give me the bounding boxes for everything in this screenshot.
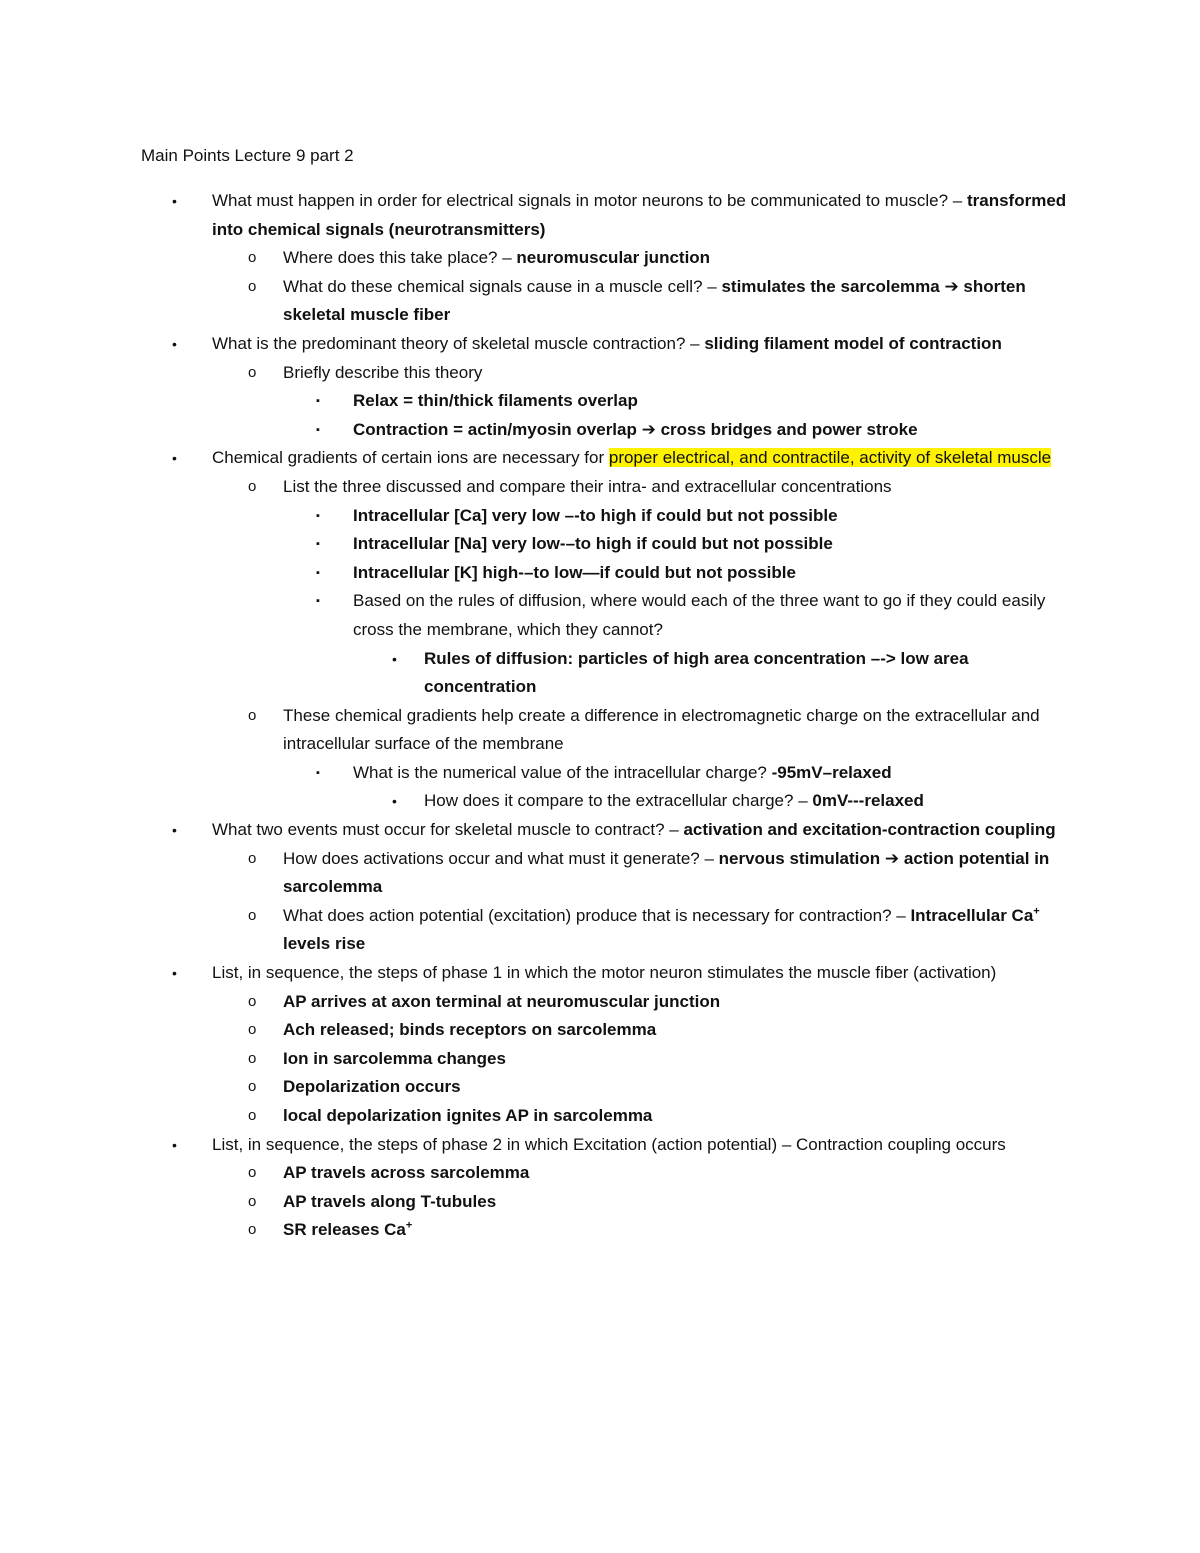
answer-text: Rules of diffusion: particles of high area concentration –-> low area concentration — [424, 648, 969, 697]
answer-text: neuromuscular junction — [516, 248, 711, 268]
answer-text: AP travels along T-tubules — [283, 1191, 497, 1211]
highlighted-text: proper electrical, and contractile, activity of skeletal muscle — [608, 448, 1052, 468]
answer-text: Ach released; binds receptors on sarcolemma — [283, 1020, 657, 1040]
answer-text: 0mV---relaxed — [812, 791, 924, 811]
list-item — [0, 1159, 1200, 1188]
circle-bullet-icon: o — [248, 1078, 257, 1096]
list-item — [0, 1216, 1200, 1245]
circle-bullet-icon: o — [248, 363, 257, 381]
square-bullet-icon: ▪ — [316, 595, 320, 608]
arrow-icon: ➔ — [944, 276, 959, 296]
question-text: What is the numerical value of the intracellular charge? — [353, 762, 772, 782]
list-item — [0, 959, 1200, 988]
bullet-icon: • — [392, 650, 397, 667]
circle-bullet-icon: o — [248, 249, 257, 267]
list-item — [0, 530, 1200, 559]
circle-bullet-icon: o — [248, 992, 257, 1010]
square-bullet-icon: ▪ — [316, 566, 320, 579]
list-item — [0, 759, 1200, 788]
bullet-icon: • — [172, 450, 177, 467]
square-bullet-icon: ▪ — [316, 766, 320, 779]
circle-bullet-icon: o — [248, 277, 257, 295]
answer-text: AP arrives at axon terminal at neuromuscular junction — [283, 991, 721, 1011]
list-item — [0, 1188, 1200, 1217]
answer-text: -95mV–relaxed — [771, 762, 892, 782]
answer-text: SR releases Ca — [283, 1220, 406, 1240]
list-item — [0, 1016, 1200, 1045]
bullet-icon: • — [392, 793, 397, 810]
square-bullet-icon: ▪ — [316, 509, 320, 522]
question-text: What two events must occur for skeletal muscle to contract? – — [212, 820, 684, 840]
circle-bullet-icon: o — [248, 1107, 257, 1124]
list-item — [0, 787, 1200, 816]
answer-text: Intracellular Ca — [910, 905, 1034, 925]
list-item — [0, 988, 1200, 1017]
circle-bullet-icon: o — [248, 477, 257, 495]
question-text: Chemical gradients of certain ions are necessary for — [212, 448, 609, 468]
question-text: List, in sequence, the steps of phase 1 in which the motor neuron stimulates the muscle fiber (activation) — [212, 963, 997, 983]
answer-text: transformed into chemical signals (neurotransmitters) — [212, 191, 1067, 239]
bullet-icon: • — [172, 822, 177, 839]
list-item — [0, 816, 1200, 845]
list-item — [0, 502, 1200, 531]
question-text: What is the predominant theory of skeletal muscle contraction? – — [212, 333, 705, 353]
answer-text: nervous stimulation — [718, 848, 881, 868]
question-text: What do these chemical signals cause in a muscle cell? – — [283, 276, 722, 296]
superscript-text: + — [1033, 905, 1040, 918]
list-item — [0, 845, 1200, 902]
list-item — [0, 244, 1200, 273]
answer-text: Relax = thin/thick filaments overlap — [353, 391, 638, 411]
answer-text: Ion in sarcolemma changes — [283, 1048, 506, 1068]
answer-text: activation and excitation-contraction coupling — [683, 820, 1056, 840]
answer-text: cross bridges and power stroke — [655, 419, 918, 439]
question-text: How does it compare to the extracellular charge? – — [424, 791, 813, 811]
answer-text: stimulates the sarcolemma — [721, 276, 940, 296]
square-bullet-icon: ▪ — [316, 423, 320, 436]
question-text: What does action potential (excitation) produce that is necessary for contraction? – — [283, 905, 911, 925]
answer-text: sliding filament model of contraction — [704, 333, 1002, 353]
answer-text: Depolarization occurs — [283, 1077, 461, 1097]
arrow-icon: ➔ — [641, 419, 656, 439]
list-item — [0, 387, 1200, 416]
list-item — [0, 416, 1200, 445]
answer-text: AP travels across sarcolemma — [283, 1163, 530, 1183]
circle-bullet-icon: o — [248, 1221, 257, 1239]
list-item — [0, 473, 1200, 502]
list-item — [0, 1045, 1200, 1074]
superscript-text: + — [405, 1219, 413, 1232]
square-bullet-icon: ▪ — [316, 395, 320, 408]
list-item — [0, 187, 1200, 244]
list-item — [0, 645, 1200, 702]
answer-text: Intracellular [Na] very low-–to high if could but not possible — [353, 534, 833, 554]
list-item — [0, 1131, 1200, 1160]
list-item — [0, 902, 1200, 959]
page-title: Main Points Lecture 9 part 2 — [141, 146, 354, 165]
list-item — [0, 273, 1200, 330]
list-item — [0, 359, 1200, 388]
answer-text: shorten skeletal muscle fiber — [283, 276, 1026, 325]
question-text: These chemical gradients help create a difference in electromagnetic charge on the extracellular and intracellular surface of the membrane — [283, 705, 1040, 754]
outline-list — [0, 187, 1200, 1245]
circle-bullet-icon: o — [248, 849, 257, 867]
question-text: Where does this take place? – — [283, 248, 517, 268]
circle-bullet-icon: o — [248, 1164, 257, 1182]
circle-bullet-icon: o — [248, 1192, 257, 1210]
square-bullet-icon: ▪ — [316, 538, 320, 551]
list-item — [0, 330, 1200, 359]
list-item — [0, 1073, 1200, 1102]
circle-bullet-icon: o — [248, 706, 257, 724]
list-item — [0, 587, 1200, 644]
list-item — [0, 559, 1200, 588]
bullet-icon: • — [172, 335, 177, 352]
arrow-icon: ➔ — [884, 848, 900, 868]
list-item — [0, 702, 1200, 759]
bullet-icon: • — [172, 193, 177, 209]
answer-text: local depolarization ignites AP in sarcolemma — [283, 1106, 653, 1125]
list-item — [0, 444, 1200, 473]
circle-bullet-icon: o — [248, 906, 257, 924]
answer-text: Intracellular [K] high-–to low—if could but not possible — [353, 562, 796, 582]
answer-text: action potential in sarcolemma — [283, 848, 1050, 897]
answer-text: Contraction = actin/myosin overlap — [353, 419, 637, 439]
question-text: How does activations occur and what must it generate? – — [283, 848, 719, 868]
circle-bullet-icon: o — [248, 1049, 257, 1067]
question-text: What must happen in order for electrical signals in motor neurons to be communicated to muscle? – — [212, 191, 967, 210]
question-text: Briefly describe this theory — [283, 362, 483, 382]
question-text: Based on the rules of diffusion, where would each of the three want to go if they could easily cross the membrane, which they cannot? — [353, 591, 1046, 639]
question-text: List the three discussed and compare their intra- and extracellular concentrations — [283, 476, 892, 496]
answer-text: levels rise — [283, 934, 366, 954]
list-item — [0, 1102, 1200, 1131]
question-text: List, in sequence, the steps of phase 2 in which Excitation (action potential) – Contraction coupling occurs — [212, 1134, 1006, 1154]
answer-text: Intracellular [Ca] very low –-to high if could but not possible — [353, 505, 838, 525]
bullet-icon: • — [172, 965, 177, 982]
bullet-icon: • — [172, 1136, 177, 1153]
circle-bullet-icon: o — [248, 1021, 257, 1039]
